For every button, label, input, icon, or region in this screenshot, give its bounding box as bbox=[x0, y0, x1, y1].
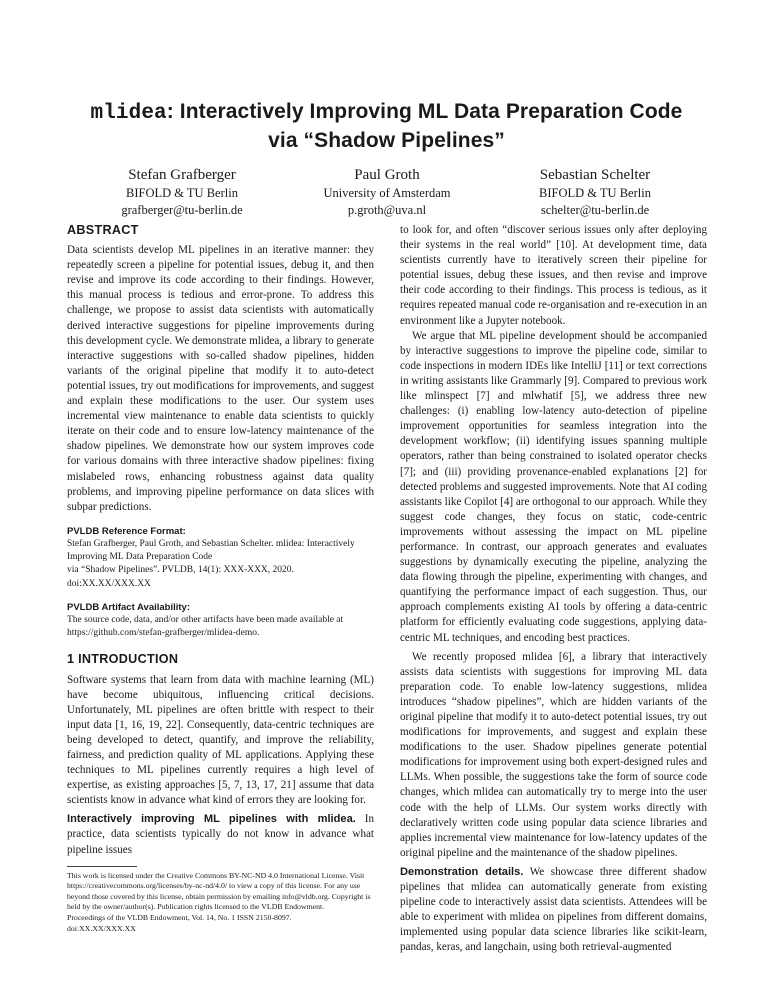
right-paragraph-3: We recently proposed mlidea [6], a library that interactively assists data scientists with suggestions for improving ML data preparation code. To enable low-latency suggestions, mlidea introduces “shadow pipelines”, which are hidden variants of the original pipeline that modify it to auto-detect potential issues, try out modifications for improvements, and suggest and explain these modifications to the user. Shadow pipelines generate potential modifications for improvement using both expert-designed rules and LLMs. When possible, the suggestions take the form of source code changes, which mlidea can automatically try to merge into the user code with the help of LLMs. Our system works directly with declaratively written code using popular data science libraries and applies incremental view maintenance for low-latency updates of the original pipeline and the maintenance of the shadow pipelines. bbox=[400, 650, 707, 859]
abstract-heading: ABSTRACT bbox=[67, 223, 139, 237]
author-3 bbox=[475, 165, 715, 219]
author-email: schelter@tu-berlin.de bbox=[540, 203, 650, 217]
license-note: This work is licensed under the Creative Commons BY-NC-ND 4.0 International License. Visit https://creativecommons.org/licenses/by-nc-nd/4.0/ to view a copy of this license. For any use beyond those covered by this license, obtain permission by emailing info@vldb.org. Copyright is held by the owner/author(s). Publication rights licensed to the VLDB Endowment. bbox=[67, 870, 371, 912]
artifact-availability bbox=[67, 601, 374, 641]
right-paragraph-4 bbox=[400, 865, 707, 956]
artifact-text: The source code, data, and/or other artifacts have been made available at https://github.com/stefan-grafberger/mlidea-demo. bbox=[67, 615, 344, 639]
intro-paragraph-2-text: In practice, data scientists typically do not know in advance what pipeline issues bbox=[67, 813, 375, 856]
right-paragraph-4-text: We showcase three different shadow pipelines that mlidea can automatically generate from existing pipeline code to interactively assist data scientists. Attendees will be able to experiment with mlidea on pipelines from different domains, implemented using popular data science libraries like scikit-learn, pandas, keras, and langchain, using both retrieval-augmented bbox=[400, 865, 707, 954]
author-affiliation: BIFOLD & TU Berlin bbox=[539, 186, 651, 200]
intro-runin-heading: Interactively improving ML pipelines with mlidea. bbox=[67, 813, 356, 826]
reference-format bbox=[67, 525, 374, 591]
intro-paragraph-2 bbox=[67, 812, 374, 857]
introduction-heading: 1 INTRODUCTION bbox=[67, 652, 179, 667]
reference-doi: doi:XX.XX/XXX.XX bbox=[67, 578, 151, 589]
footnote-rule bbox=[67, 866, 137, 867]
demo-runin-heading: Demonstration details. bbox=[400, 865, 524, 878]
right-paragraph-2: We argue that ML pipeline development should be accompanied by interactive suggestions to improve the pipeline code, similar to code inspections in modern IDEs like IntelliJ [11] or text corrections in writing assistants like Grammarly [9]. Compared to previous work like mlinspect [7] and mlwhatif [5], we address three new challenges: (i) enabling low-latency auto-detection of pipeline improvement opportunities for seamless integration into the development workflow; (ii) identifying issues spanning multiple operators, rather than being constrained to isolated operator checks [7]; and (iii) providing provenance-enabled explanations [2] for detected problems and suggested improvements. Note that AI coding assistants like Copilot [4] are orthogonal to our approach. While they suggest code changes, they focus on static, code-centric improvements without assessing the impact on ML pipeline performance. In contrast, our approach generates and evaluates suggestions by dynamically executing the pipeline, analyzing the data flowing through the pipeline, experimenting with changes, and quantifying the performance impact of each suggestion. Thus, our approach complements existing AI tools by offering a data-centric platform for efficiently evaluating code suggestions, applying data-centric ML techniques, and encoding best practices. bbox=[400, 329, 707, 644]
author-1 bbox=[62, 165, 302, 219]
title-line1-rest: : Interactively Improving ML Data Preparation Code bbox=[166, 100, 683, 123]
author-email: grafberger@tu-berlin.de bbox=[121, 203, 243, 217]
proceedings-note: Proceedings of the VLDB Endowment, Vol. 14, No. 1 ISSN 2150-8097. bbox=[67, 913, 292, 922]
right-column bbox=[400, 223, 707, 956]
left-column bbox=[67, 223, 374, 934]
abstract-text: Data scientists develop ML pipelines in an iterative manner: they repeatedly screen a pipeline for potential issues, debug it, and then revise and improve its code according to their findings. However, this manual process is tedious and error-prone. To address this challenge, we propose to assist data scientists with automatically derived interactive suggestions for pipeline improvements during this development cycle. We demonstrate mlidea, a library to generate interactive suggestions with so-called shadow pipelines, hidden variants of the original pipeline that modify it to auto-detect potential issues, try out modifications for improvements, and suggest and explain these modifications to the user. Our system uses incremental view maintenance to enable data scientists to quickly iterate on their code and to ensure low-latency maintenance of the shadow pipelines. We demonstrate how our system improves code for various domains with three interactive shadow pipelines: fixing mislabeled rows, enhancing robustness against data quality problems, and improving pipeline performance on data slices with subpar predictions. bbox=[67, 244, 374, 513]
author-email: p.groth@uva.nl bbox=[347, 203, 427, 217]
author-name: Sebastian Schelter bbox=[539, 167, 651, 183]
reference-line1: Stefan Grafberger, Paul Groth, and Sebastian Schelter. mlidea: Interactively Improving ML Data Preparation Code bbox=[67, 538, 355, 563]
footnote-doi: doi:XX.XX/XXX.XX bbox=[67, 923, 136, 933]
author-name: Stefan Grafberger bbox=[128, 167, 236, 183]
author-name: Paul Groth bbox=[354, 167, 420, 183]
author-2 bbox=[267, 165, 507, 219]
author-affiliation: BIFOLD & TU Berlin bbox=[126, 186, 238, 200]
intro-paragraph-1: Software systems that learn from data with machine learning (ML) have become ubiquitous, influencing critical decisions. Unfortunately, ML pipelines are often brittle with respect to their input data [1, 16, 19, 22]. Consequently, data-centric techniques are being developed to detect, quantify, and improve the reliability, fairness, and prediction quality of ML applications. Applying these techniques to ML pipelines currently requires a high level of expertise, as existing approaches [5, 7, 13, 17, 21] assume that data scientists know in advance what kind of errors they are looking for. bbox=[67, 673, 374, 807]
reference-label: PVLDB Reference Format: bbox=[67, 525, 186, 537]
artifact-label: PVLDB Artifact Availability: bbox=[67, 601, 190, 613]
reference-line2: via “Shadow Pipelines”. PVLDB, 14(1): XXX-XXX, 2020. bbox=[67, 565, 294, 576]
paper-title bbox=[40, 98, 733, 154]
right-paragraph-1: to look for, and often “discover serious issues only after deploying their systems in the real world” [10]. At development time, data scientists currently have to iteratively screen their pipeline for potential issues, debug these issues, and then revise and improve their code according to their findings. This process is tedious, as it requires repeated manual code re-organisation and re-execution in an environment like a Jupyter notebook. bbox=[400, 224, 707, 327]
author-affiliation: University of Amsterdam bbox=[323, 186, 451, 200]
title-mono-prefix: mlidea bbox=[90, 102, 167, 125]
footnote bbox=[67, 871, 374, 935]
title-line2: via “Shadow Pipelines” bbox=[268, 129, 505, 152]
